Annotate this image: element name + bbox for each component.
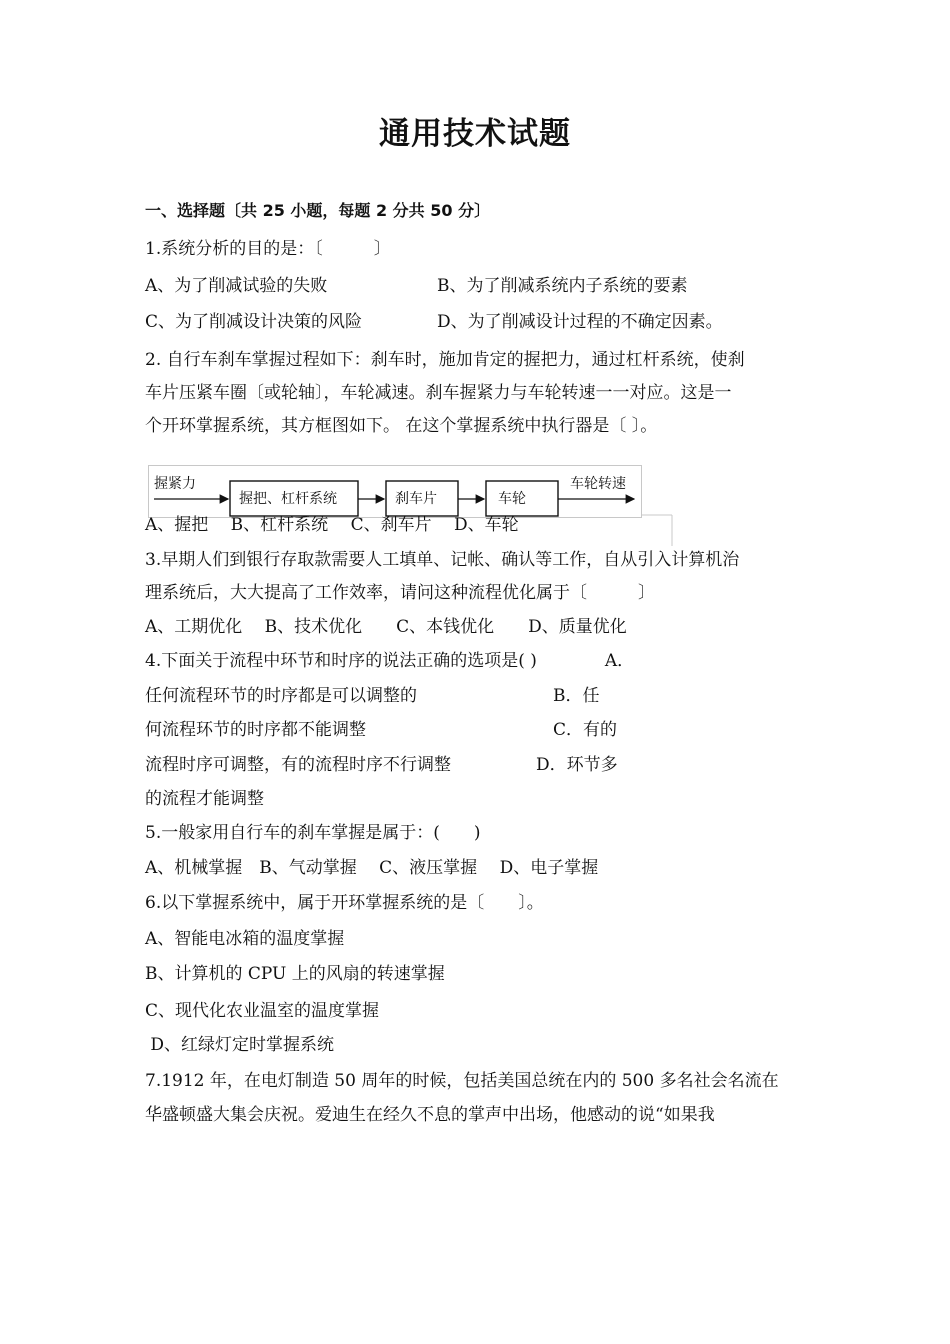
- question-7-line: 7.1912 年，在电灯制造 50 周年的时候，包括美国总统在内的 500 多名社会名流在: [145, 1071, 779, 1091]
- question-6-option-b: B、计算机的 CPU 上的风扇的转速掌握: [145, 964, 445, 984]
- diagram-output-label: 车轮转速: [570, 476, 626, 492]
- question-3-line: 理系统后，大大提高了工作效率，请问这种流程优化属于〔 〕: [145, 583, 655, 603]
- diagram-box-wheel-label: 车轮: [498, 491, 526, 507]
- question-3-options: A、工期优化 B、技术优化 C、本钱优化 D、质量优化: [145, 617, 627, 637]
- question-4-line: 何流程环节的时序都不能调整 C．有的: [145, 720, 618, 740]
- question-2-line: 2. 自行车刹车掌握过程如下：刹车时，施加肯定的握把力，通过杠杆系统，使刹: [145, 350, 745, 370]
- question-5-options: A、机械掌握 B、气动掌握 C、液压掌握 D、电子掌握: [145, 858, 599, 878]
- section-heading: 一、选择题〔共 25 小题，每题 2 分共 50 分〕: [145, 201, 491, 220]
- question-7-line: 华盛顿盛大集会庆祝。爱迪生在经久不息的掌声中出场，他感动的说“如果我: [145, 1105, 715, 1125]
- question-2-options: A、握把 B、杠杆系统 C、刹车片 D、车轮: [145, 515, 519, 535]
- question-6-option-c: C、现代化农业温室的温度掌握: [145, 1001, 380, 1021]
- question-6-stem: 6.以下掌握系统中，属于开环掌握系统的是〔 〕。: [145, 893, 544, 913]
- diagram-box-brake-pad-label: 刹车片: [395, 491, 437, 507]
- question-6-option-a: A、智能电冰箱的温度掌握: [145, 929, 345, 949]
- question-4-line: 4.下面关于流程中环节和时序的说法正确的选项是( ) A．: [145, 651, 635, 671]
- question-4-line: 的流程才能调整: [145, 789, 264, 809]
- question-1-stem: 1.系统分析的目的是：〔 〕: [145, 239, 391, 259]
- question-1-option-b: B、为了削减系统内子系统的要素: [437, 276, 688, 296]
- diagram-box-lever-label: 握把、杠杆系统: [239, 491, 337, 507]
- question-2-line: 车片压紧车圈〔或轮轴〕，车轮减速。刹车握紧力与车轮转速一一对应。这是一: [145, 383, 732, 403]
- question-1-option-a: A、为了削减试验的失败: [145, 276, 328, 296]
- page-title: 通用技术试题: [379, 116, 571, 152]
- question-3-line: 3.早期人们到银行存取款需要人工填单、记帐、确认等工作，自从引入计算机治: [145, 550, 740, 570]
- question-1-option-d: D、为了削减设计过程的不确定因素。: [437, 312, 723, 332]
- question-6-option-d: D、红绿灯定时掌握系统: [145, 1035, 335, 1055]
- question-4-line: 任何流程环节的时序都是可以调整的 B．任: [145, 686, 600, 706]
- question-2-line: 个开环掌握系统，其方框图如下。 在这个掌握系统中执行器是〔 〕。: [145, 416, 658, 436]
- question-4-line: 流程时序可调整，有的流程时序不行调整 D．环节多: [145, 755, 618, 775]
- question-1-option-c: C、为了削减设计决策的风险: [145, 312, 363, 332]
- diagram-input-label: 握紧力: [154, 476, 196, 492]
- question-5-stem: 5.一般家用自行车的刹车掌握是属于：( ): [145, 823, 481, 843]
